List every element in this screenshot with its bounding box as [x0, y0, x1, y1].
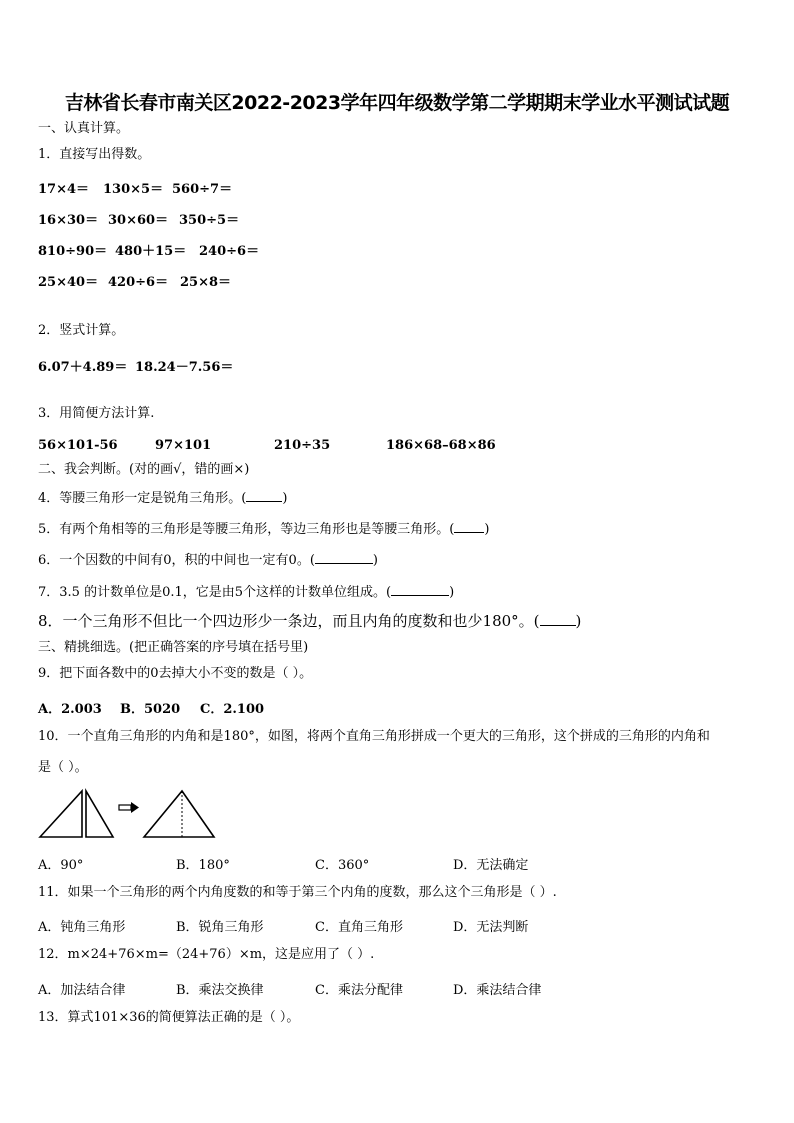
- section-1-heading: 一、认真计算。: [38, 121, 130, 136]
- close-paren: ): [449, 585, 455, 600]
- question-7-text: 7．3.5 的计数单位是0.1，它是由5个这样的计数单位组成。(: [38, 585, 392, 600]
- question-13-stem: 13．算式101×36的简便算法正确的是（ ）。: [38, 1010, 300, 1025]
- calc-item: 25×8＝: [180, 275, 232, 290]
- simplify-calc-item: 56×101-56: [38, 438, 118, 453]
- page-title: 吉林省长春市南关区2022-2023学年四年级数学第二学期期末学业水平测试试题: [64, 92, 730, 114]
- calc-item: 480＋15＝: [115, 244, 187, 259]
- option-b: B．180°: [176, 858, 230, 873]
- calc-item: 240÷6＝: [199, 244, 260, 259]
- calc-item: 810÷90＝: [38, 244, 108, 259]
- calc-item: 560÷7＝: [172, 182, 233, 197]
- question-6: [38, 551, 378, 569]
- option-a: A．钝角三角形: [38, 920, 126, 935]
- question-8-text: 8．一个三角形不但比一个四边形少一条边，而且内角的度数和也少180°。(: [38, 612, 540, 630]
- answer-blank[interactable]: [246, 489, 282, 502]
- option-a: A．90°: [38, 858, 84, 873]
- question-2-label: 2．竖式计算。: [38, 323, 125, 338]
- option-b: B．5020: [120, 702, 181, 717]
- option-a: A．2.003: [38, 702, 102, 717]
- calc-item: 17×4＝: [38, 182, 90, 197]
- option-d: D．乘法结合律: [453, 983, 542, 998]
- option-c: C．2.100: [200, 702, 265, 717]
- calc-item: 420÷6＝: [108, 275, 169, 290]
- combined-triangle: [144, 791, 214, 837]
- simplify-calc-item: 97×101: [155, 438, 212, 453]
- answer-blank[interactable]: [315, 551, 373, 564]
- close-paren: ): [484, 522, 490, 537]
- section-2-heading: 二、我会判断。(对的画√，错的画×): [38, 462, 250, 477]
- simplify-calc-item: 210÷35: [274, 438, 331, 453]
- question-9-stem: 9．把下面各数中的0去掉大小不变的数是（ ）。: [38, 666, 313, 681]
- question-5: [38, 520, 489, 538]
- option-a: A．加法结合律: [38, 983, 126, 998]
- option-d: D．无法确定: [453, 858, 529, 873]
- question-3-label: 3．用简便方法计算.: [38, 406, 155, 421]
- answer-blank[interactable]: [391, 583, 449, 596]
- close-paren: ): [372, 553, 378, 568]
- question-6-text: 6．一个因数的中间有0，积的中间也一定有0。(: [38, 553, 315, 568]
- section-3-heading: 三、精挑细选。(把正确答案的序号填在括号里): [38, 640, 309, 655]
- question-4-text: 4．等腰三角形一定是锐角三角形。(: [38, 491, 247, 506]
- question-11-stem: 11．如果一个三角形的两个内角度数的和等于第三个内角的度数，那么这个三角形是（ ）.: [38, 885, 557, 900]
- calc-item: 350÷5＝: [179, 213, 240, 228]
- calc-item: 30×60＝: [108, 213, 169, 228]
- question-7: [38, 583, 454, 601]
- vertical-calc-item: 6.07＋4.89＝: [38, 360, 128, 375]
- question-5-text: 5．有两个角相等的三角形是等腰三角形，等边三角形也是等腰三角形。(: [38, 522, 455, 537]
- question-4: [38, 489, 287, 507]
- triangle-figure: [36, 788, 216, 840]
- option-c: C．360°: [315, 858, 370, 873]
- close-paren: ): [575, 612, 582, 630]
- right-triangle-left: [40, 791, 82, 837]
- calc-item: 16×30＝: [38, 213, 99, 228]
- simplify-calc-item: 186×68–68×86: [386, 438, 496, 453]
- question-10-stem-line2: 是（ ）。: [38, 760, 88, 775]
- option-c: C．直角三角形: [315, 920, 403, 935]
- close-paren: ): [282, 491, 288, 506]
- option-c: C．乘法分配律: [315, 983, 403, 998]
- option-b: B．锐角三角形: [176, 920, 264, 935]
- answer-blank[interactable]: [454, 520, 484, 533]
- question-10-stem-line1: 10．一个直角三角形的内角和是180°，如图，将两个直角三角形拼成一个更大的三角形，这个拼成的三角形的内角和: [38, 729, 710, 744]
- arrow-icon: [119, 802, 139, 813]
- question-1-label: 1．直接写出得数。: [38, 147, 151, 162]
- vertical-calc-item: 18.24－7.56＝: [135, 360, 234, 375]
- question-8: [38, 613, 581, 629]
- answer-blank[interactable]: [540, 613, 576, 626]
- option-d: D．无法判断: [453, 920, 529, 935]
- question-12-stem: 12．m×24+76×m=（24+76）×m，这是应用了（ ）.: [38, 947, 375, 962]
- calc-item: 130×5＝: [103, 182, 164, 197]
- option-b: B．乘法交换律: [176, 983, 264, 998]
- right-triangle-right: [86, 791, 113, 837]
- calc-item: 25×40＝: [38, 275, 99, 290]
